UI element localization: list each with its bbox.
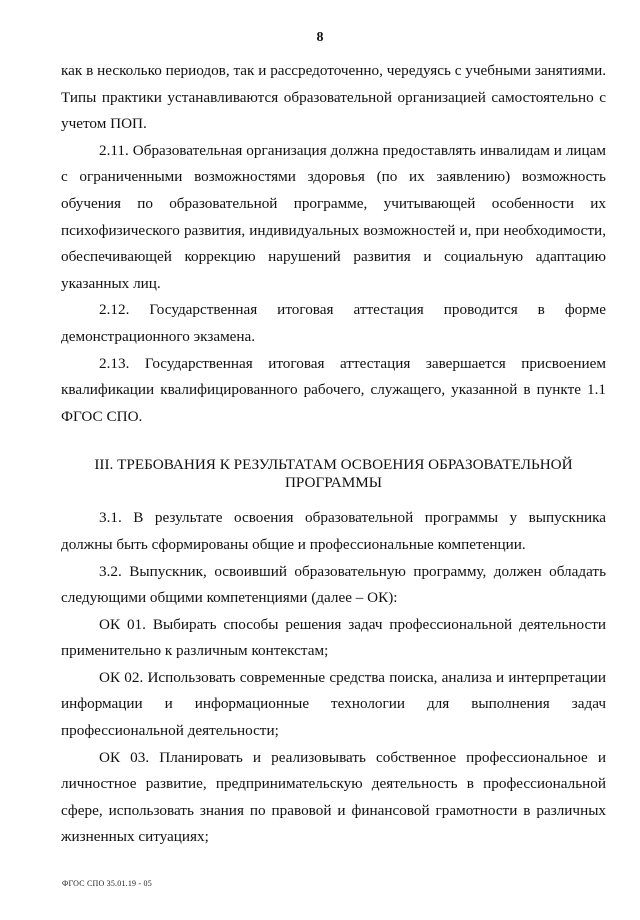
paragraph-2-13: 2.13. Государственная итоговая аттестация завершается присвоением квалификации квалифицированного рабочего, служащего, указанной в пункте 1.1 ФГОС СПО. [61, 354, 606, 425]
competency-ok-01: ОК 01. Выбирать способы решения задач профессиональной деятельности применительно к различным контекстам; [61, 615, 606, 660]
page-number: 8 [316, 30, 324, 45]
competency-ok-02: ОК 02. Использовать современные средства поиска, анализа и интерпретации информации и информационные технологии для выполнения задач профессиональной деятельности; [61, 668, 606, 740]
section-heading-line-1: III. ТРЕБОВАНИЯ К РЕЗУЛЬТАТАМ ОСВОЕНИЯ ОБРАЗОВАТЕЛЬНОЙ [94, 456, 573, 474]
paragraph-3-2: 3.2. Выпускник, освоивший образовательную программу, должен обладать следующими общими компетенциями (далее – ОК): [61, 562, 606, 607]
competency-ok-03: ОК 03. Планировать и реализовывать собственное профессиональное и личностное развитие, предпринимательскую деятельность в профессиональной сфере, использовать знания по правовой и финансовой грамотности в различных жизненных ситуациях; [61, 748, 606, 846]
section-heading-line-2: ПРОГРАММЫ [284, 474, 383, 492]
paragraph-3-1: 3.1. В результате освоения образовательной программы у выпускника должны быть сформированы общие и профессиональные компетенции. [61, 509, 606, 553]
document-body [61, 58, 606, 851]
paragraph-continuation: как в несколько периодов, так и рассредоточенно, чередуясь с учебными занятиями. Типы практики устанавливаются образовательной организацией самостоятельно с учетом ПОП. [61, 62, 606, 133]
section-heading [61, 456, 606, 492]
paragraph-2-12: 2.12. Государственная итоговая аттестация проводится в форме демонстрационного экзамена. [61, 301, 606, 345]
paragraph-2-11: 2.11. Образовательная организация должна предоставлять инвалидам и лицам с ограниченными возможностями здоровья (по их заявлению) возможность обучения по образовательной программе, учитывающей особенности их психофизического развития, индивидуальных возможностей и, при необходимости, обеспечивающей коррекцию нарушений развития и социальную адаптацию указанных лиц. [61, 141, 606, 292]
footer-doc-code: ФГОС СПО 35.01.19 - 05 [62, 879, 152, 888]
